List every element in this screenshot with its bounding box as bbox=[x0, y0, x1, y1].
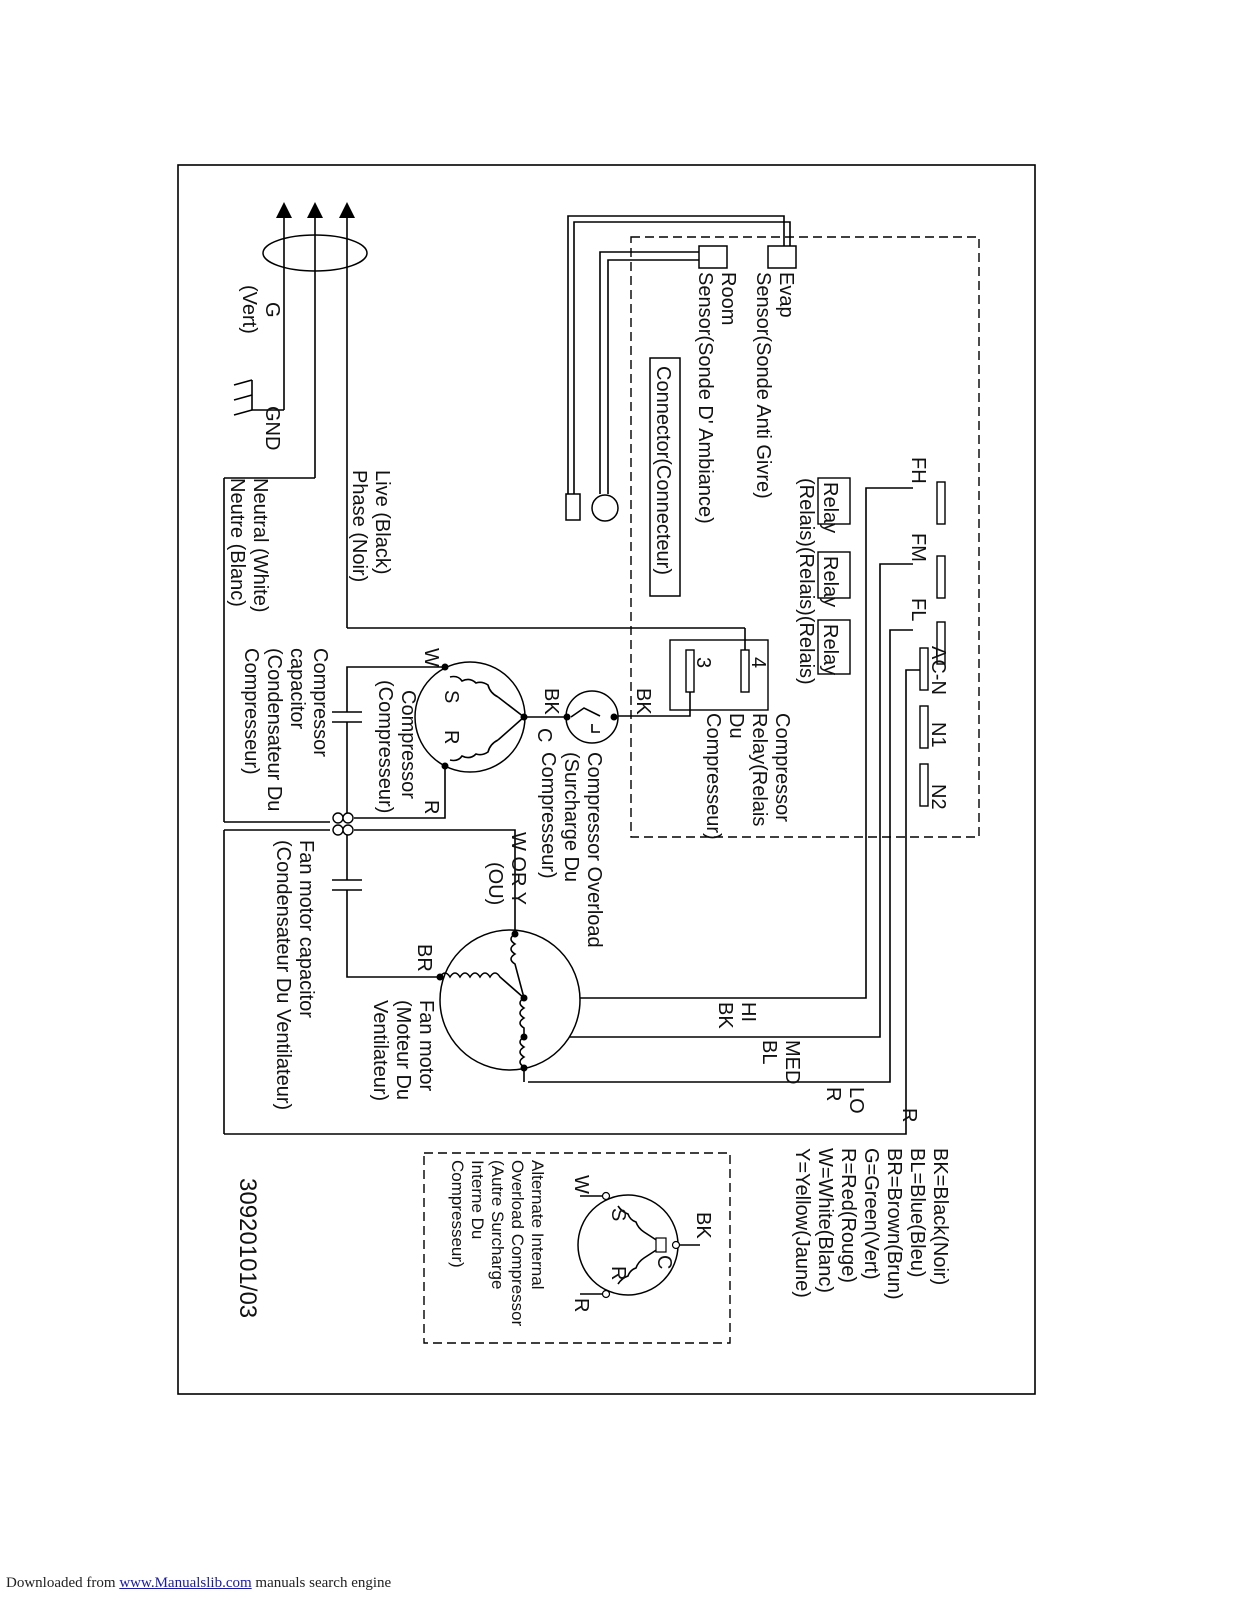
footer-prefix: Downloaded from bbox=[6, 1575, 116, 1591]
svg-text:W=White(Blanc): W=White(Blanc) bbox=[814, 1148, 836, 1294]
compressor-relay-label-3: Du bbox=[725, 713, 747, 739]
svg-text:Y=Yellow(Jaune): Y=Yellow(Jaune) bbox=[791, 1148, 813, 1298]
svg-text:(Autre Surcharge: (Autre Surcharge bbox=[488, 1160, 507, 1290]
relays-french-label: (Relais)(Relais)(Relais) bbox=[795, 478, 817, 685]
live-label: Live (Black) bbox=[371, 470, 393, 575]
relay-terminal-4: 4 bbox=[747, 657, 769, 669]
fan-lo-label: LO bbox=[845, 1087, 867, 1114]
footer-suffix: manuals search engine bbox=[251, 1575, 392, 1591]
fan-motor-label-3: Ventilateur) bbox=[369, 1000, 391, 1102]
comp-capacitor-label-4: Compresseur) bbox=[240, 648, 262, 775]
neutral-fr-label: Neutre (Blanc) bbox=[226, 478, 248, 607]
alt-r-terminal: R bbox=[607, 1266, 629, 1281]
fan-hi-color: BK bbox=[714, 1002, 736, 1029]
compressor-motor bbox=[415, 662, 525, 772]
terminal-acn-label: AC-N bbox=[927, 646, 949, 695]
document-code: 30920101/03 bbox=[234, 1178, 261, 1319]
overload-label-1: Compressor Overload bbox=[583, 752, 605, 948]
alt-c-terminal: C bbox=[653, 1255, 675, 1270]
evap-sensor-label-2: Sensor(Sonde Anti Givre) bbox=[752, 272, 774, 499]
fan-ou-label: (OU) bbox=[484, 862, 506, 906]
compressor-r-terminal: R bbox=[440, 730, 462, 745]
compressor-label-2: (Compresseur) bbox=[374, 680, 396, 814]
room-sensor-label-2: Sensor(Sonde D' Ambiance) bbox=[694, 272, 716, 524]
compressor-relay-box bbox=[670, 640, 768, 710]
fan-hi-label: HI bbox=[737, 1002, 759, 1022]
fan-capacitor-label-2: (Condensateur Du Ventilateur) bbox=[272, 840, 294, 1111]
bk-wire-label-2: BK bbox=[540, 688, 562, 715]
fan-med-label: MED bbox=[781, 1040, 803, 1085]
compressor-c-terminal: C bbox=[533, 728, 555, 743]
fan-motor-label-2: (Moteur Du bbox=[392, 1000, 414, 1101]
page-footer bbox=[6, 1575, 391, 1592]
terminal-fh-label: FH bbox=[907, 457, 929, 484]
live-fr-label: Phase (Noir) bbox=[348, 470, 370, 583]
comp-capacitor-label-3: (Condensateur Du bbox=[263, 648, 285, 812]
alt-w-wire: W bbox=[570, 1175, 592, 1194]
svg-text:G=Green(Vert): G=Green(Vert) bbox=[860, 1148, 882, 1280]
terminal-fm-label: FM bbox=[907, 533, 929, 562]
relay-3-label: Relay bbox=[819, 624, 841, 676]
fan-br-label: BR bbox=[413, 944, 435, 972]
overload-label-3: Compresseur) bbox=[537, 752, 559, 879]
alt-bk-label: BK bbox=[692, 1212, 714, 1239]
compressor-relay-label-1: Compressor bbox=[771, 713, 793, 822]
svg-text:BL=Blue(Bleu): BL=Blue(Bleu) bbox=[906, 1148, 928, 1278]
neutral-label: Neutral (White) bbox=[249, 478, 271, 613]
manualslib-link[interactable]: www.Manualslib.com bbox=[119, 1575, 252, 1591]
terminal-n2-label: N2 bbox=[927, 784, 949, 810]
overload-symbol bbox=[566, 691, 618, 743]
fan-med-color: BL bbox=[758, 1040, 780, 1065]
compressor-relay-label-2: Relay(Relais bbox=[748, 713, 770, 827]
alt-s-terminal: S bbox=[607, 1208, 629, 1222]
ground-g-label: G bbox=[261, 302, 283, 318]
connector-label: Connector(Connecteur) bbox=[652, 366, 674, 575]
terminal-fl-label: FL bbox=[907, 598, 929, 622]
svg-text:BR=Brown(Brun): BR=Brown(Brun) bbox=[883, 1148, 905, 1300]
svg-text:BK=Black(Noir): BK=Black(Noir) bbox=[929, 1148, 951, 1286]
svg-text:Overload Compressor: Overload Compressor bbox=[508, 1160, 527, 1327]
compressor-label-1: Compressor bbox=[397, 690, 419, 799]
comp-capacitor-label-1: Compressor bbox=[309, 648, 331, 757]
color-legend bbox=[791, 1148, 951, 1300]
fan-lo-color: R bbox=[822, 1087, 844, 1102]
alt-r-wire: R bbox=[570, 1298, 592, 1313]
fan-capacitor-label-1: Fan motor capacitor bbox=[295, 840, 317, 1018]
bk-wire-label-1: BK bbox=[632, 688, 654, 715]
wire-junction bbox=[333, 813, 353, 835]
board-terminals bbox=[920, 482, 945, 806]
svg-text:Compresseur): Compresseur) bbox=[448, 1160, 467, 1268]
svg-text:R=Red(Rouge): R=Red(Rouge) bbox=[837, 1148, 859, 1284]
comp-capacitor-label-2: capacitor bbox=[286, 648, 308, 730]
fan-motor bbox=[440, 930, 580, 1070]
compressor-relay-label-4: Compresseur) bbox=[702, 713, 724, 840]
ground-vert-label: (Vert) bbox=[238, 285, 260, 334]
compressor-w-wire: W bbox=[420, 648, 442, 667]
alt-overload-caption bbox=[448, 1160, 547, 1327]
room-sensor-label-1: Room bbox=[717, 272, 739, 326]
relay-2-label: Relay bbox=[819, 556, 841, 608]
evap-sensor-label-1: Evap bbox=[775, 272, 797, 318]
svg-text:Alternate Internal: Alternate Internal bbox=[528, 1160, 547, 1290]
fan-w-or-y-label: W OR Y bbox=[507, 832, 529, 905]
ground-gnd-label: GND bbox=[261, 406, 283, 451]
fan-r-label: R bbox=[898, 1108, 920, 1123]
relay-terminal-3: 3 bbox=[692, 657, 714, 669]
svg-text:Interne Du: Interne Du bbox=[468, 1160, 487, 1240]
compressor-r-wire: R bbox=[420, 800, 442, 815]
compressor-s-terminal: S bbox=[440, 690, 462, 704]
terminal-n1-label: N1 bbox=[927, 722, 949, 748]
relay-1-label: Relay bbox=[819, 482, 841, 534]
overload-label-2: (Surcharge Du bbox=[560, 752, 582, 883]
fan-motor-label-1: Fan motor bbox=[415, 1000, 437, 1092]
